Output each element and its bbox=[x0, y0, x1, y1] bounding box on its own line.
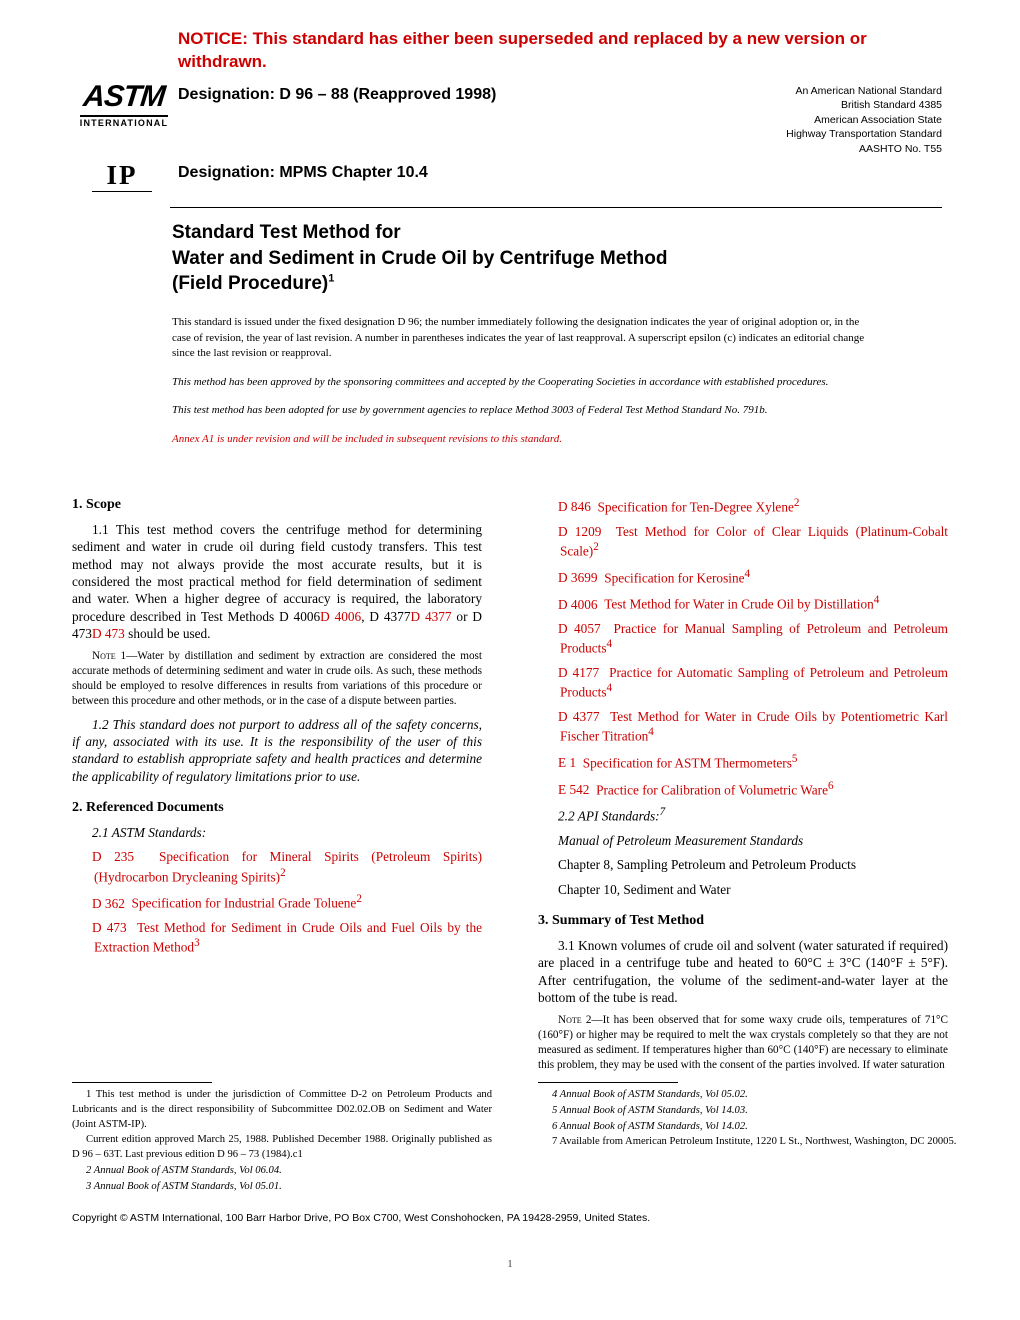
copyright-notice: Copyright © ASTM International, 100 Barr Harbor Drive, PO Box C700, West Conshohocken, PA 19428-2959, United States. bbox=[72, 1212, 651, 1224]
astm-logo-subtitle: INTERNATIONAL bbox=[79, 118, 169, 128]
body-column-left bbox=[72, 496, 482, 963]
subsection-2-2-text: 2.2 API Standards: bbox=[558, 808, 660, 824]
reference-id[interactable]: D 4377 bbox=[558, 709, 600, 725]
affiliation-line: An American National Standard bbox=[795, 85, 942, 97]
reference-item[interactable] bbox=[538, 496, 948, 516]
reference-title: Practice for Manual Sampling of Petroleum and Petroleum Products bbox=[560, 621, 948, 656]
preamble-paragraph-1: This standard is issued under the fixed designation D 96; the number immediately following the designation indicates the year of original adoption or, in the case of revision, the year of last revision. A number in parentheses indicates the year of last reapproval. A superscript epsilon (c) indicates an editorial change since the last revision or reapproval. bbox=[172, 316, 865, 360]
reference-item[interactable] bbox=[538, 620, 948, 657]
ip-logo-word: IP bbox=[106, 160, 138, 190]
ip-logo-rule bbox=[92, 191, 152, 192]
ref-link-d473[interactable]: D 473 bbox=[91, 625, 125, 641]
reference-id[interactable]: D 362 bbox=[92, 895, 125, 911]
footnote-item: 3 Annual Book of ASTM Standards, Vol 05.01. bbox=[86, 1180, 282, 1192]
reference-id[interactable]: D 3699 bbox=[558, 570, 598, 586]
affiliation-line: Highway Transportation Standard bbox=[786, 128, 942, 141]
footnote-divider-right bbox=[538, 1082, 678, 1083]
footnote-item: 1 This test method is under the jurisdiction of Committee D-2 on Petroleum Products and Lubricants and is the direct responsibility of Subcommittee D02.02.OB on Sediment and Water (Joint ASTM-IP). bbox=[72, 1089, 492, 1130]
reference-item[interactable] bbox=[538, 779, 948, 799]
reference-id[interactable]: D 1209 bbox=[558, 523, 602, 539]
reference-title: Test Method for Water in Crude Oil by Distillation bbox=[604, 596, 874, 612]
astm-logo-word: ASTM bbox=[81, 80, 167, 113]
section-heading-referenced-documents: 2. Referenced Documents bbox=[72, 799, 224, 815]
reference-footnote-marker: 4 bbox=[606, 682, 613, 695]
note-2-text: It has been observed that for some waxy crude oils, temperatures of 71°C (160°F) or higher may be required to melt the wax crystals completely so that they are not measured as sediment. If temperatures higher than 60°C (140°F) are necessary to eliminate this problem, they may be used with the consent of the parties involved. If water saturation bbox=[538, 1014, 948, 1071]
reference-footnote-marker: 4 bbox=[873, 594, 880, 607]
page-title bbox=[172, 220, 932, 297]
note-2-label: Note 2— bbox=[558, 1014, 603, 1027]
reference-title: Specification for Kerosine bbox=[604, 570, 745, 586]
footnote-item: 7 Available from American Petroleum Institute, 1220 L St., Northwest, Washington, DC 20005. bbox=[552, 1136, 957, 1148]
reference-item[interactable] bbox=[72, 848, 482, 885]
reference-item[interactable] bbox=[538, 708, 948, 745]
reference-footnote-marker: 4 bbox=[606, 638, 613, 651]
reference-footnote-marker: 2 bbox=[280, 866, 286, 879]
affiliation-line: American Association State bbox=[814, 113, 942, 126]
reference-id[interactable]: D 235 bbox=[92, 849, 135, 865]
reference-item[interactable] bbox=[538, 567, 948, 587]
reference-title: Specification for Ten-Degree Xylene bbox=[597, 499, 794, 515]
reference-title: Practice for Calibration of Volumetric Ware bbox=[596, 782, 828, 798]
astm-logo-rule bbox=[80, 115, 168, 117]
title-line-2: Water and Sediment in Crude Oil by Centrifuge Method bbox=[172, 247, 668, 269]
reference-item[interactable] bbox=[538, 752, 948, 772]
reference-id[interactable]: D 4006 bbox=[558, 596, 598, 612]
reference-item[interactable] bbox=[538, 664, 948, 701]
title-footnote-marker: 1 bbox=[328, 272, 335, 285]
reference-title: Test Method for Color of Clear Liquids (Platinum-Cobalt Scale) bbox=[560, 523, 948, 559]
reference-footnote-marker: 4 bbox=[648, 726, 654, 739]
preamble-paragraph-3: This test method has been adopted for use by government agencies to replace Method 3003 of Federal Test Method Standard No. 791b. bbox=[172, 404, 768, 417]
reference-item[interactable] bbox=[538, 523, 948, 560]
reference-title: Specification for Industrial Grade Toluene bbox=[131, 895, 357, 911]
footnote-item: 2 Annual Book of ASTM Standards, Vol 06.04. bbox=[86, 1165, 282, 1177]
footnote-item: Current edition approved March 25, 1988. Published December 1988. Originally published as D 96 – 63T. Last previous edition D 96 – 73 (1984).c1 bbox=[72, 1134, 492, 1161]
reference-footnote-marker: 3 bbox=[194, 937, 200, 950]
note-1-label: Note 1— bbox=[92, 650, 138, 663]
reference-id[interactable]: E 542 bbox=[558, 782, 590, 798]
reference-id[interactable]: E 1 bbox=[558, 755, 577, 771]
reference-footnote-marker: 5 bbox=[791, 753, 798, 766]
reference-item[interactable] bbox=[72, 892, 482, 912]
paragraph-1-1-part-a: 1.1 This test method covers the centrifuge method for determining sediment and water in crude oil during field custody transfers. This test method may not always provide the most accurate results, but it is considered the most practical method for field determination of sediment and water. When a higher degree of accuracy is required, the laboratory procedure described in Test Methods D 4006 bbox=[72, 522, 482, 624]
ref-link-d4006[interactable]: D 4006 bbox=[320, 608, 362, 624]
subsection-2-2-label bbox=[538, 805, 948, 825]
affiliation-line: British Standard 4385 bbox=[841, 99, 942, 112]
reference-item[interactable] bbox=[72, 919, 482, 956]
footnote-item: 5 Annual Book of ASTM Standards, Vol 14.03. bbox=[552, 1104, 748, 1116]
paragraph-1-2: 1.2 This standard does not purport to address all of the safety concerns, if any, associated with its use. It is the responsibility of the user of this standard to establish appropriate safety and health practices and determine the applicability of regulatory limitations prior to use. bbox=[72, 716, 482, 784]
note-2 bbox=[538, 1013, 948, 1073]
section-heading-scope: 1. Scope bbox=[72, 497, 121, 512]
designation-mpms: Designation: MPMS Chapter 10.4 bbox=[178, 164, 428, 181]
footnote-item: 6 Annual Book of ASTM Standards, Vol 14.02. bbox=[552, 1120, 748, 1132]
preamble-annex-note: Annex A1 is under revision and will be included in subsequent revisions to this standard. bbox=[172, 433, 562, 446]
affiliation-line: AASHTO No. T55 bbox=[858, 142, 942, 155]
reference-id[interactable]: D 846 bbox=[558, 499, 591, 515]
title-line-1: Standard Test Method for bbox=[172, 222, 401, 243]
reference-footnote-marker: 2 bbox=[356, 893, 362, 906]
reference-title: Specification for Mineral Spirits (Petroleum Spirits) (Hydrocarbon Drycleaning Spirits) bbox=[94, 849, 482, 885]
api-chapter-item: Chapter 10, Sediment and Water bbox=[558, 881, 731, 897]
reference-footnote-marker: 2 bbox=[793, 497, 800, 509]
reference-footnote-marker: 6 bbox=[828, 779, 834, 792]
note-1 bbox=[72, 649, 482, 709]
ip-logo bbox=[82, 160, 162, 192]
reference-title: Practice for Automatic Sampling of Petroleum and Petroleum Products bbox=[560, 665, 948, 700]
reference-title: Test Method for Sediment in Crude Oils and Fuel Oils by the Extraction Method bbox=[94, 920, 482, 955]
subsection-2-1-label: 2.1 ASTM Standards: bbox=[92, 825, 207, 841]
preamble-paragraph-2: This method has been approved by the sponsoring committees and accepted by the Cooperating Societies in accordance with established procedures. bbox=[172, 375, 829, 388]
api-chapter-item: Chapter 8, Sampling Petroleum and Petroleum Products bbox=[558, 857, 857, 873]
paragraph-1-1-part-d: should be used. bbox=[124, 625, 211, 641]
reference-footnote-marker: 2 bbox=[593, 540, 599, 553]
paragraph-3-1: 3.1 Known volumes of crude oil and solvent (water saturated if required) are placed in a centrifuge tube and heated to 60°C ± 3°C (140°F ± 5°F). After centrifugation, the volume of the sediment-and-water layer at the bottom of the tube is read. bbox=[538, 938, 948, 1006]
header-divider bbox=[170, 207, 942, 208]
superseded-notice: NOTICE: This standard has either been superseded and replaced by a new version or withdrawn. bbox=[178, 29, 867, 71]
standard-affiliations bbox=[642, 84, 942, 156]
note-1-text: Water by distillation and sediment by extraction are considered the most accurate methods of determining sediment and water in crude oils. As such, these methods should be employed to resolve differences in results from variations of this procedure or between this procedure and other methods, or in the case of a dispute between parties. bbox=[72, 650, 482, 707]
footnotes-left bbox=[72, 1088, 492, 1196]
footnote-item: 4 Annual Book of ASTM Standards, Vol 05.02. bbox=[552, 1089, 748, 1100]
api-footnote-marker: 7 bbox=[659, 806, 666, 819]
paragraph-1-1 bbox=[72, 521, 482, 642]
reference-title: Test Method for Water in Crude Oils by Potentiometric Karl Fischer Titration bbox=[560, 709, 948, 744]
ref-link-d4377[interactable]: D 4377 bbox=[410, 608, 452, 624]
title-line-3 bbox=[172, 271, 932, 297]
title-line-3-text: (Field Procedure) bbox=[172, 273, 329, 295]
reference-item[interactable] bbox=[538, 593, 948, 613]
reference-footnote-marker: 4 bbox=[744, 567, 751, 580]
designation-astm: Designation: D 96 – 88 (Reapproved 1998) bbox=[178, 86, 497, 103]
page-number: 1 bbox=[507, 1258, 513, 1270]
body-column-right bbox=[538, 496, 948, 1080]
api-manual-title: Manual of Petroleum Measurement Standards bbox=[558, 833, 804, 849]
reference-title: Specification for ASTM Thermometers bbox=[582, 755, 792, 771]
reference-id[interactable]: D 4057 bbox=[558, 621, 601, 637]
paragraph-1-1-part-c: or D 473 bbox=[72, 608, 482, 641]
paragraph-1-1-part-b: , D 4377 bbox=[361, 608, 411, 624]
footnotes-right bbox=[538, 1088, 958, 1151]
section-heading-summary: 3. Summary of Test Method bbox=[538, 913, 705, 928]
astm-logo bbox=[78, 80, 170, 148]
reference-id[interactable]: D 4177 bbox=[558, 665, 600, 681]
reference-id[interactable]: D 473 bbox=[92, 920, 127, 935]
preamble bbox=[172, 315, 872, 461]
footnote-divider-left bbox=[72, 1082, 212, 1083]
